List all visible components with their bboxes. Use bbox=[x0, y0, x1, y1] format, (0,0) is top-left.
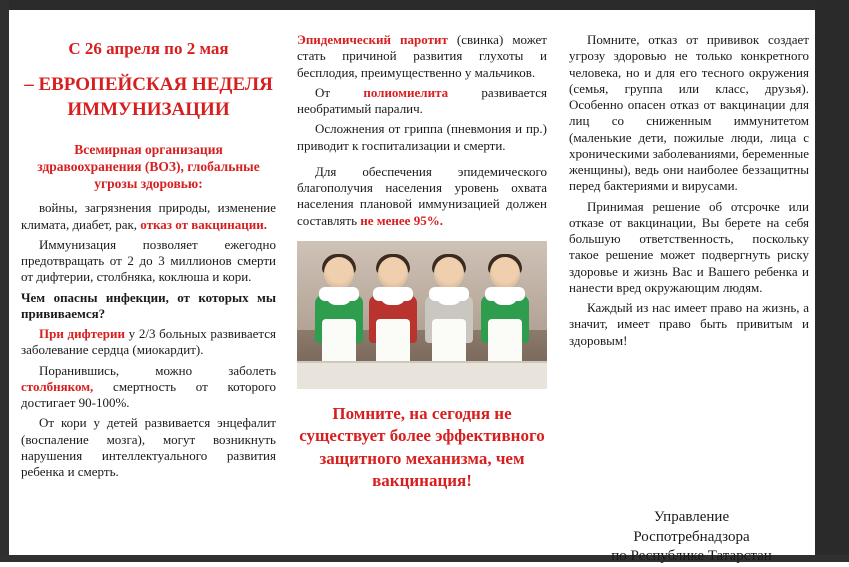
bow-shape bbox=[485, 287, 525, 301]
apron-shape bbox=[432, 319, 466, 367]
paragraph-measles: От кори у детей развивается энцефалит (воспаление мозга), могут возникнуть нарушения интеллектуального развития ребенка и смерть. bbox=[21, 415, 276, 480]
children-in-uniform-photo bbox=[297, 241, 547, 389]
mumps-highlight: Эпидемический паротит bbox=[297, 32, 448, 47]
polio-rest: развивается необратимый паралич. bbox=[297, 84, 547, 116]
column-right bbox=[569, 32, 809, 353]
child-figure bbox=[365, 257, 421, 367]
head-shape bbox=[324, 257, 354, 289]
threats-refusal-highlight: отказ от вакцинации. bbox=[140, 216, 267, 232]
poster-sheet bbox=[9, 10, 815, 564]
head-shape bbox=[378, 257, 408, 289]
poster-title: – ЕВРОПЕЙСКАЯ НЕДЕЛЯ ИММУНИЗАЦИИ bbox=[24, 74, 273, 120]
child-figure bbox=[477, 257, 533, 367]
diphtheria-rest: у 2/3 больных развивается заболевание сердца (миокардит). bbox=[21, 326, 276, 358]
apron-shape bbox=[322, 319, 356, 367]
bow-shape bbox=[319, 287, 359, 301]
paragraph-influenza: Осложнения от гриппа (пневмония и пр.) приводит к госпитализации и смерти. bbox=[297, 121, 547, 153]
child-figure bbox=[421, 257, 477, 367]
authority-line-3: по Республике Татарстан bbox=[611, 548, 772, 564]
tetanus-highlight: столбняком, bbox=[21, 378, 94, 394]
tetanus-start: Поранившись, можно заболеть bbox=[39, 362, 276, 378]
child-figure bbox=[311, 257, 367, 367]
head-shape bbox=[434, 257, 464, 289]
who-heading: Всемирная организация здравоохранения (ВОЗ), глобальные угрозы здоровью: bbox=[37, 141, 260, 192]
poster-date-line: С 26 апреля по 2 мая bbox=[68, 39, 229, 58]
page-edge-right bbox=[815, 0, 849, 562]
threats-text: войны, загрязнения природы, изменение климата, диабет, рак, bbox=[21, 200, 276, 232]
bow-shape bbox=[429, 287, 469, 301]
paragraph-coverage bbox=[297, 164, 547, 229]
polio-start: От bbox=[315, 84, 364, 100]
paragraph-mumps bbox=[297, 32, 547, 81]
paragraph-responsibility: Принимая решение об отсрочке или отказе от вакцинации, Вы берете на себя большую ответственность, поскольку такое решение может подвергнуть риску здоровье и жизнь Вас и Вашего ребенка и нанести вред окружающим людям. bbox=[569, 198, 809, 295]
photo-table bbox=[297, 361, 547, 389]
paragraph-question-heading: Чем опасны инфекции, от которых мы прививаемся? bbox=[21, 289, 276, 321]
tetanus-rest: смертность от которого достигает 90-100%. bbox=[21, 378, 276, 411]
paragraph-global-threats bbox=[21, 200, 276, 233]
apron-shape bbox=[488, 319, 522, 367]
coverage-start: Для обеспечения эпидемического благополучия населения уровень охвата населения плановой иммунизацией должен составлять bbox=[297, 163, 547, 228]
paragraph-tetanus bbox=[21, 363, 276, 412]
mumps-rest: (свинка) может стать причиной развития глухоты и бесплодия, преимущественно у мальчиков. bbox=[297, 32, 547, 80]
diphtheria-highlight: При дифтерии bbox=[39, 326, 125, 342]
coverage-highlight: не менее 95%. bbox=[360, 212, 443, 228]
bow-shape bbox=[373, 287, 413, 301]
polio-highlight: полиомиелита bbox=[363, 84, 449, 100]
authority-line-2: Роспотребнадзора bbox=[633, 528, 750, 545]
paragraph-immunization-saves: Иммунизация позволяет ежегодно предотвращать от 2 до 3 миллионов смерти от дифтерии, столбняка, коклюша и кори. bbox=[21, 236, 276, 285]
head-shape bbox=[490, 257, 520, 289]
page-edge-left bbox=[0, 0, 9, 562]
paragraph-refusal-risk: Помните, отказ от прививок создает угрозу здоровью не только конкретного человека, но и для его тесного окружения (семья, группа или класс, друзья). Особенно опасен отказ от вакцинации для лиц со сниженным иммунитетом (маленькие дети, пожилые люди, лица с хроническими заболеваниями, беременные женщины), ведь они наиболее беззащитны перед бактериями и вирусами. bbox=[569, 32, 809, 194]
authority-line-1: Управление bbox=[653, 509, 730, 525]
column-left bbox=[21, 32, 276, 484]
apron-shape bbox=[376, 319, 410, 367]
page-edge-top bbox=[0, 0, 849, 10]
paragraph-polio bbox=[297, 85, 547, 118]
poster-slogan: Помните, на сегодня не существует более эффективного защитного механизма, чем вакцинация! bbox=[299, 403, 545, 491]
issuing-authority bbox=[569, 508, 814, 567]
paragraph-right-to-life: Каждый из нас имеет право на жизнь, а значит, имеет право быть привитым и здоровым! bbox=[569, 300, 809, 348]
column-middle bbox=[297, 32, 547, 493]
paragraph-diphtheria bbox=[21, 326, 276, 359]
